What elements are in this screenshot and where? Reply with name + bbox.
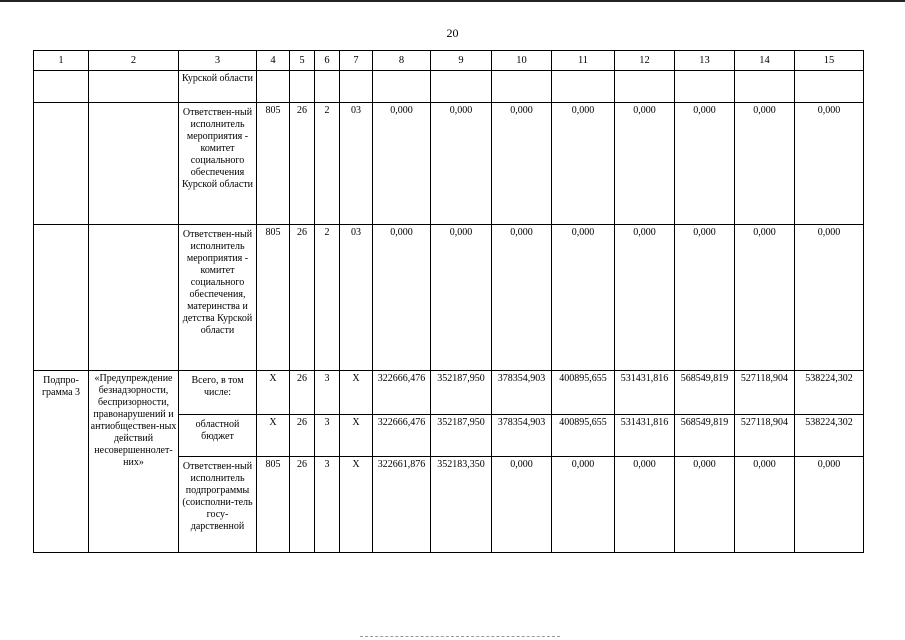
- cell-value: 0,000: [735, 225, 795, 371]
- cell-value: 0,000: [552, 457, 615, 553]
- page-number: 20: [446, 26, 459, 40]
- col-header: 4: [257, 51, 290, 71]
- cell-c6: 3: [315, 371, 340, 415]
- col-header: 3: [179, 51, 257, 71]
- cell-value: 0,000: [675, 225, 735, 371]
- cell-c5: 26: [290, 103, 315, 225]
- col-header: 1: [34, 51, 89, 71]
- cell-c5: 26: [290, 371, 315, 415]
- cell-value: 0,000: [795, 457, 864, 553]
- cell-value: 352187,950: [431, 415, 492, 457]
- cell-value: 400895,655: [552, 415, 615, 457]
- cell-value: 322661,876: [373, 457, 431, 553]
- cell-c4: 805: [257, 225, 290, 371]
- cell-value: [735, 71, 795, 103]
- cell-value: 531431,816: [615, 415, 675, 457]
- cell-value: 352183,350: [431, 457, 492, 553]
- cell-value: [615, 71, 675, 103]
- cell-c4: 805: [257, 103, 290, 225]
- cell-value: 322666,476: [373, 371, 431, 415]
- col-header: 13: [675, 51, 735, 71]
- cell-value: 0,000: [552, 103, 615, 225]
- cell-value: 0,000: [615, 225, 675, 371]
- cell-value: 0,000: [795, 225, 864, 371]
- cell-c2: [89, 225, 179, 371]
- cell-value: 0,000: [552, 225, 615, 371]
- cell-value: 568549,819: [675, 415, 735, 457]
- cell-c3: Всего, в том числе:: [179, 371, 257, 415]
- table-row: [34, 71, 864, 103]
- cell-value: 0,000: [492, 457, 552, 553]
- cell-value: 538224,302: [795, 371, 864, 415]
- cell-c7: 03: [340, 103, 373, 225]
- cell-value: [795, 71, 864, 103]
- table-row: [34, 371, 864, 415]
- table-row: [34, 225, 864, 371]
- col-header: 14: [735, 51, 795, 71]
- cell-value: 0,000: [675, 103, 735, 225]
- cell-value: 568549,819: [675, 371, 735, 415]
- column-number-header: [34, 51, 864, 71]
- cell-value: [492, 71, 552, 103]
- col-header: 12: [615, 51, 675, 71]
- cell-c3: Ответствен-ный исполнитель мероприятия - комитет социального обеспечения Курской области: [179, 103, 257, 225]
- cell-value: 0,000: [615, 103, 675, 225]
- cell-value: [675, 71, 735, 103]
- col-header: 15: [795, 51, 864, 71]
- cell-c7: Х: [340, 371, 373, 415]
- cell-c1: [34, 225, 89, 371]
- scan-artifact-line: [360, 636, 560, 638]
- col-header: 8: [373, 51, 431, 71]
- cell-value: 0,000: [492, 225, 552, 371]
- cell-c2: [89, 71, 179, 103]
- top-border-line: [0, 0, 905, 2]
- cell-c6: 3: [315, 415, 340, 457]
- cell-c7: 03: [340, 225, 373, 371]
- col-header: 7: [340, 51, 373, 71]
- cell-value: 0,000: [431, 103, 492, 225]
- cell-c4: 805: [257, 457, 290, 553]
- cell-c3: Ответствен-ный исполнитель подпрограммы (соисполни-тель госу-дарственной: [179, 457, 257, 553]
- cell-c5: [290, 71, 315, 103]
- cell-value: 378354,903: [492, 371, 552, 415]
- cell-value: [552, 71, 615, 103]
- cell-c6: [315, 71, 340, 103]
- cell-c7: Х: [340, 457, 373, 553]
- col-header: 9: [431, 51, 492, 71]
- cell-value: 352187,950: [431, 371, 492, 415]
- cell-value: 531431,816: [615, 371, 675, 415]
- cell-value: 0,000: [615, 457, 675, 553]
- cell-value: 0,000: [373, 103, 431, 225]
- table-row: [34, 103, 864, 225]
- cell-c2: [89, 103, 179, 225]
- col-header: 11: [552, 51, 615, 71]
- cell-value: 400895,655: [552, 371, 615, 415]
- cell-c1: [34, 103, 89, 225]
- cell-value: 0,000: [431, 225, 492, 371]
- cell-value: 527118,904: [735, 371, 795, 415]
- subprogram-title: «Предупреждение безнадзорности, беспризорности, правонарушений и антиобществен-ных действий несовершеннолет-них»: [89, 371, 179, 553]
- cell-c6: 2: [315, 225, 340, 371]
- col-header: 5: [290, 51, 315, 71]
- cell-c5: 26: [290, 457, 315, 553]
- cell-value: 0,000: [675, 457, 735, 553]
- cell-c4: Х: [257, 415, 290, 457]
- cell-value: 0,000: [735, 457, 795, 553]
- cell-value: 527118,904: [735, 415, 795, 457]
- cell-c4: [257, 71, 290, 103]
- cell-value: [431, 71, 492, 103]
- cell-value: 538224,302: [795, 415, 864, 457]
- cell-c1: [34, 71, 89, 103]
- cell-value: [373, 71, 431, 103]
- cell-value: 0,000: [795, 103, 864, 225]
- cell-c6: 2: [315, 103, 340, 225]
- col-header: 6: [315, 51, 340, 71]
- cell-c3: Курской области: [179, 71, 257, 103]
- col-header: 10: [492, 51, 552, 71]
- cell-c4: Х: [257, 371, 290, 415]
- cell-value: 0,000: [735, 103, 795, 225]
- cell-c7: [340, 71, 373, 103]
- cell-value: 322666,476: [373, 415, 431, 457]
- cell-value: 0,000: [373, 225, 431, 371]
- cell-c5: 26: [290, 415, 315, 457]
- cell-value: 378354,903: [492, 415, 552, 457]
- cell-c6: 3: [315, 457, 340, 553]
- cell-c7: Х: [340, 415, 373, 457]
- cell-c5: 26: [290, 225, 315, 371]
- col-header: 2: [89, 51, 179, 71]
- subprogram-label: Подпро-грамма 3: [34, 371, 89, 553]
- cell-c3: Ответствен-ный исполнитель мероприятия - комитет социального обеспечения, материнства и детства Курской области: [179, 225, 257, 371]
- cell-c3: областной бюджет: [179, 415, 257, 457]
- cell-value: 0,000: [492, 103, 552, 225]
- budget-table: [33, 50, 864, 553]
